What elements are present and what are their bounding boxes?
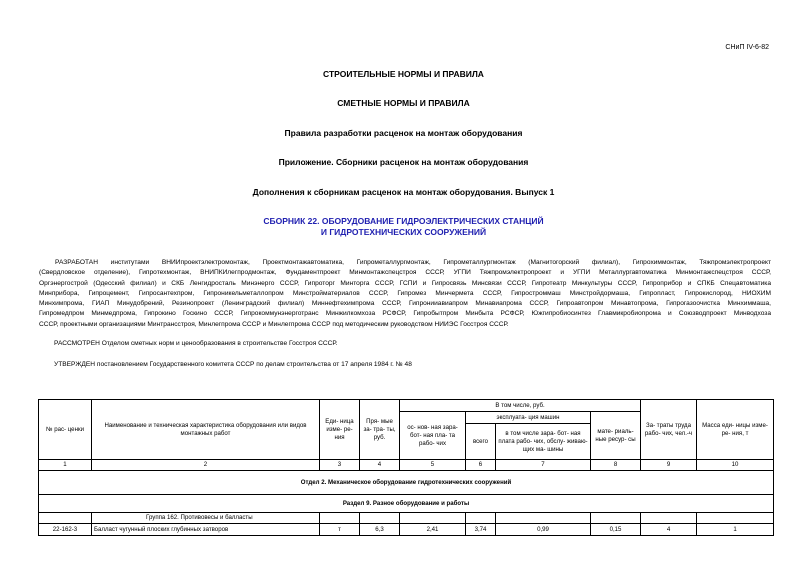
row-direct: 6,3	[360, 524, 400, 536]
col-number: 6	[466, 460, 496, 471]
col-number: 7	[496, 460, 591, 471]
reviewed-statement: РАССМОТРЕН Отделом сметных норм и ценообразования в строительстве Госстроя СССР.	[54, 340, 338, 347]
table-row	[39, 524, 774, 536]
header-mass: Масса еди- ницы изме- ре- ния, т	[697, 400, 774, 460]
section-heading: Отдел 2. Механическое оборудование гидротехнических сооружений	[39, 471, 774, 495]
empty-cell	[697, 513, 774, 524]
header-machinist-pay: в том числе зара- бот- ная плата рабо- чих, обслу- живаю- щих ма- шины	[496, 424, 591, 460]
developed-line: Гипромедпром Минмедпрома, Гипрокино Госкино СССР, Гипрокоммунэнерготранс Минжилкомхоза РСФСР, Гипробытпром Минбыта РСФСР, Южгипробиосинтез Главмикробиопрома и Союзводпроект Минводхоза	[39, 310, 771, 318]
row-materials: 0,15	[591, 524, 641, 536]
col-number: 9	[641, 460, 697, 471]
col-number: 5	[400, 460, 466, 471]
document-code: СНиП IV-6-82	[725, 44, 769, 51]
row-unit: т	[320, 524, 360, 536]
row-name: Балласт чугунный плоских глубинных затворов	[92, 524, 320, 536]
header-machines: эксплуата- ция машин	[466, 412, 591, 424]
row-code: 22-162-3	[39, 524, 92, 536]
approved-statement: УТВЕРЖДЕН постановлением Государственного комитета СССР по делам строительства от 17 апреля 1984 г. № 48	[54, 361, 412, 368]
developed-line: СССР, проектными организациями Минтрансстроя, Минлегпрома СССР и Минлегпрома СССР под методическим руководством НИИЭС Госстроя СССР.	[39, 320, 509, 328]
empty-cell	[496, 513, 591, 524]
developed-line: (Свердловское отделение), Гипротехмонтаж, ВНИПКИлегпродмонтаж, Фундаментпроект Минмонтажспецстроя СССР, УГПИ Тяжпромэлектропроект и УГПИ Металлургавтоматика Минмонтажспецстроя СССР,	[39, 269, 771, 277]
header-including: В том числе, руб.	[400, 400, 641, 412]
header-labor: За- траты труда рабо- чих, чел.-ч	[641, 400, 697, 460]
empty-cell	[360, 513, 400, 524]
developed-line: РАЗРАБОТАН институтами ВНИИпроектэлектромонтаж, Проектмонтажавтоматика, Гипрометаллургмонтаж, Гипрометаллургмонтаж (Магнитогорский филиал), Гипрохиммонтаж, Тяжпромэлектропроект	[55, 259, 771, 266]
col-number: 10	[697, 460, 774, 471]
title-supplements: Дополнения к сборникам расценок на монтаж оборудования. Выпуск 1	[252, 187, 555, 197]
col-number: 1	[39, 460, 92, 471]
collection-title-line-1: СБОРНИК 22. ОБОРУДОВАНИЕ ГИДРОЭЛЕКТРИЧЕСКИХ СТАНЦИЙ	[263, 216, 544, 226]
collection-title	[0, 216, 807, 238]
empty-cell	[400, 513, 466, 524]
header-rate-number: № рас- ценки	[39, 400, 92, 460]
header-unit: Еди- ница изме- ре- ния	[320, 400, 360, 460]
col-number: 2	[92, 460, 320, 471]
col-number: 4	[360, 460, 400, 471]
empty-cell	[320, 513, 360, 524]
header-machines-total: всего	[466, 424, 496, 460]
row-machinist-pay: 0,99	[496, 524, 591, 536]
row-mass: 1	[697, 524, 774, 536]
title-rules: Правила разработки расценок на монтаж оборудования	[284, 128, 523, 138]
row-machines-total: 3,74	[466, 524, 496, 536]
developed-line: Оргэнергострой (Одесский филиал) и СКБ Ленгидросталь Минэнерго СССР, Гипроторг Минторга СССР, ГСПИ и Гипросвязь Минсвязи СССР, Гипротеатр Минкультуры СССР, Гипроприбор и СПКБ Спецавтоматика	[39, 279, 771, 287]
developed-line: Минхимпрома, ГИАП Минудобрений, Резинопроект (Ленинградский филиал) Миннефтехимпрома СССР, Гипронииавиапром Минавиапрома СССР, Гипроавтопром Минавтопрома, Гипрогазоочистка Минхиммаша,	[39, 300, 771, 308]
row-basic-pay: 2,41	[400, 524, 466, 536]
header-direct-costs: Пря- мые за- тра- ты, руб.	[360, 400, 400, 460]
col-number: 3	[320, 460, 360, 471]
title-building-norms: СТРОИТЕЛЬНЫЕ НОРМЫ И ПРАВИЛА	[323, 69, 484, 79]
empty-cell	[466, 513, 496, 524]
developed-line: Минприбора, Гипроцемент, Гипросантехпром, Гипроникельметаллопром Минстройматериалов СССР, Гипромез Минчермета СССР, Гипростроммаш Минстройдормаша, Гипропласт, Гипрокислород, НИОХИМ	[39, 289, 771, 297]
header-name: Наименование и техническая характеристика оборудования или видов монтажных работ	[92, 400, 320, 460]
row-labor: 4	[641, 524, 697, 536]
rates-table	[38, 399, 774, 536]
collection-title-line-2: И ГИДРОТЕХНИЧЕСКИХ СООРУЖЕНИЙ	[320, 227, 487, 237]
title-appendix: Приложение. Сборники расценок на монтаж оборудования	[278, 157, 529, 167]
title-estimate-norms: СМЕТНЫЕ НОРМЫ И ПРАВИЛА	[337, 98, 470, 108]
empty-cell	[591, 513, 641, 524]
developed-paragraph	[39, 258, 771, 330]
col-number: 8	[591, 460, 641, 471]
empty-cell	[39, 513, 92, 524]
header-materials: мате- риаль- ные ресур- сы	[591, 412, 641, 460]
header-basic-pay: ос- нов- ная зара- бот- ная пла- та рабо- чих	[400, 412, 466, 460]
subsection-heading: Раздел 9. Разное оборудование и работы	[39, 495, 774, 513]
empty-cell	[641, 513, 697, 524]
group-heading: Группа 162. Противовесы и балласты	[92, 513, 320, 524]
